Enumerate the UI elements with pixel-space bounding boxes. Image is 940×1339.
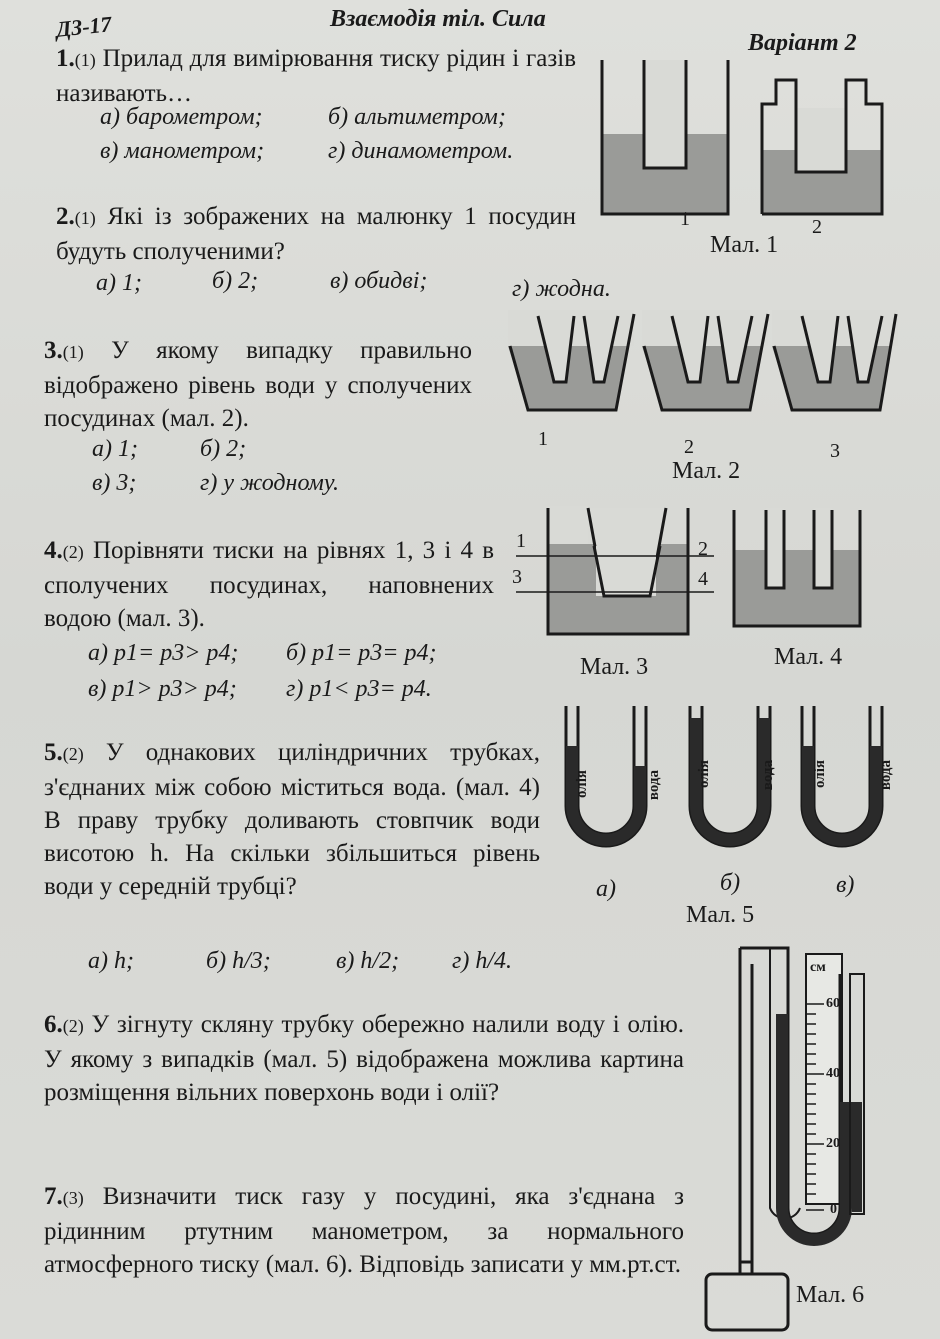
- question-points: (1): [62, 342, 84, 362]
- fig6-tick-60: 60: [826, 996, 840, 1011]
- fig6-tick-40: 40: [826, 1066, 840, 1081]
- question-number: 4.: [44, 537, 63, 564]
- q2-option-d: г) жодна.: [512, 276, 611, 302]
- q2-option-b: б) 2;: [212, 268, 259, 294]
- fig2-label-2: 2: [684, 436, 694, 458]
- question-number: 7.: [44, 1183, 63, 1210]
- variant-label: Варіант 2: [748, 30, 857, 56]
- q5-option-c: в) h/2;: [336, 948, 400, 974]
- q5-option-b: б) h/3;: [206, 948, 271, 974]
- q4-option-c: в) p1> p3> p4;: [88, 676, 237, 702]
- fig5b-water-label: вода: [760, 760, 776, 791]
- question-points: (3): [62, 1188, 84, 1208]
- question-number: 5.: [44, 739, 63, 766]
- fig5c-water-label: вода: [878, 760, 894, 791]
- figure-5: [556, 706, 896, 866]
- question-text: У якому випадку правильно відображено рівень води у сполучених посудинах (мал. 2).: [44, 337, 472, 432]
- question-number: 6.: [44, 1011, 63, 1038]
- question-4: [44, 534, 494, 635]
- fig6-caption: Мал. 6: [796, 1282, 865, 1308]
- fig1-caption: Мал. 1: [710, 232, 779, 258]
- question-number: 1.: [56, 45, 75, 72]
- question-6: [44, 1008, 684, 1109]
- question-7: [44, 1180, 684, 1281]
- fig2-caption: Мал. 2: [672, 458, 741, 484]
- q2-option-c: в) обидві;: [330, 268, 428, 294]
- figure-6: [700, 944, 900, 1334]
- q5-option-d: г) h/4.: [452, 948, 513, 974]
- figure-2: [508, 310, 898, 420]
- question-text: Визначити тиск газу у посудині, яка з'єднана з рідинним ртутним манометром, за нормального атмосферного тиску (мал. 6). Відповідь записати у мм.рт.ст.: [44, 1183, 685, 1278]
- fig5-label-c: в): [836, 872, 855, 898]
- fig5c-oil-label: олія: [812, 760, 828, 789]
- question-number: 2.: [56, 203, 75, 230]
- fig1-label-1: 1: [680, 208, 690, 230]
- fig2-vessel-3: [772, 310, 898, 410]
- figure-1: [600, 58, 890, 218]
- q4-option-d: г) p1< p3= p4.: [286, 676, 432, 702]
- q4-option-a: а) p1= p3> p4;: [88, 640, 239, 666]
- figure-3: [510, 506, 720, 636]
- q1-option-d: г) динамометром.: [328, 138, 514, 164]
- question-number: 3.: [44, 337, 63, 364]
- worksheet-title: Взаємодія тіл. Сила: [330, 6, 546, 32]
- question-points: (2): [62, 1016, 84, 1036]
- fig5-label-a: а): [596, 876, 616, 902]
- fig3-level-1: 1: [516, 530, 526, 552]
- fig2-label-1: 1: [538, 428, 548, 450]
- fig2-vessel-1: [508, 310, 634, 410]
- q3-option-c: в) 3;: [92, 470, 137, 496]
- fig2-vessel-2: [642, 310, 768, 410]
- fig6-unit-label: см: [810, 960, 826, 975]
- question-points: (1): [74, 208, 96, 228]
- question-points: (1): [74, 50, 96, 70]
- q1-option-c: в) манометром;: [100, 138, 265, 164]
- fig3-level-2: 2: [698, 538, 708, 560]
- fig5-label-b: б): [720, 870, 741, 896]
- question-1: [56, 42, 576, 110]
- question-points: (2): [62, 744, 84, 764]
- question-points: (2): [62, 542, 84, 562]
- fig4-caption: Мал. 4: [774, 644, 843, 670]
- fig5-caption: Мал. 5: [686, 902, 755, 928]
- fig5a-oil-label: олія: [574, 770, 590, 799]
- q1-option-a: а) барометром;: [100, 104, 263, 130]
- q3-option-a: а) 1;: [92, 436, 138, 462]
- fig1-label-2: 2: [812, 216, 822, 238]
- fig3-caption: Мал. 3: [580, 654, 649, 680]
- question-5: [44, 736, 540, 903]
- fig2-label-3: 3: [830, 440, 840, 462]
- question-text: Прилад для вимірювання тиску рідин і газів називають…: [56, 45, 576, 107]
- worksheet-code: ДЗ-17: [54, 11, 113, 42]
- fig6-tick-0: 0: [830, 1202, 837, 1217]
- q4-option-b: б) p1= p3= p4;: [286, 640, 437, 666]
- fig6-tick-20: 20: [826, 1136, 840, 1151]
- question-text: Які із зображених на малюнку 1 посудин будуть сполученими?: [56, 203, 576, 265]
- q3-option-b: б) 2;: [200, 436, 247, 462]
- question-text: У однакових циліндричних трубках, з'єднаних між собою міститься вода. (мал. 4) В праву трубку доливають стовпчик води висотою h. На скільки збільшиться рівень води у середній трубці?: [44, 739, 540, 900]
- q2-option-a: а) 1;: [96, 270, 142, 296]
- q1-option-b: б) альтиметром;: [328, 104, 506, 130]
- figure-4: [732, 508, 862, 628]
- q5-option-a: а) h;: [88, 948, 134, 974]
- fig3-level-4: 4: [698, 568, 708, 590]
- question-text: У зігнуту скляну трубку обережно налили воду і олію. У якому з випадків (мал. 5) відображена можлива картина розміщення вільних поверхонь води і олії?: [44, 1011, 684, 1106]
- question-text: Порівняти тиски на рівнях 1, 3 і 4 в сполучених посудинах, наповнених водою (мал. 3).: [44, 537, 495, 632]
- question-3: [44, 334, 472, 435]
- fig5b-oil-label: олія: [696, 760, 712, 789]
- question-2: [56, 200, 576, 268]
- q3-option-d: г) у жодному.: [200, 470, 340, 496]
- fig3-level-3: 3: [512, 566, 522, 588]
- fig5a-water-label: вода: [646, 770, 662, 801]
